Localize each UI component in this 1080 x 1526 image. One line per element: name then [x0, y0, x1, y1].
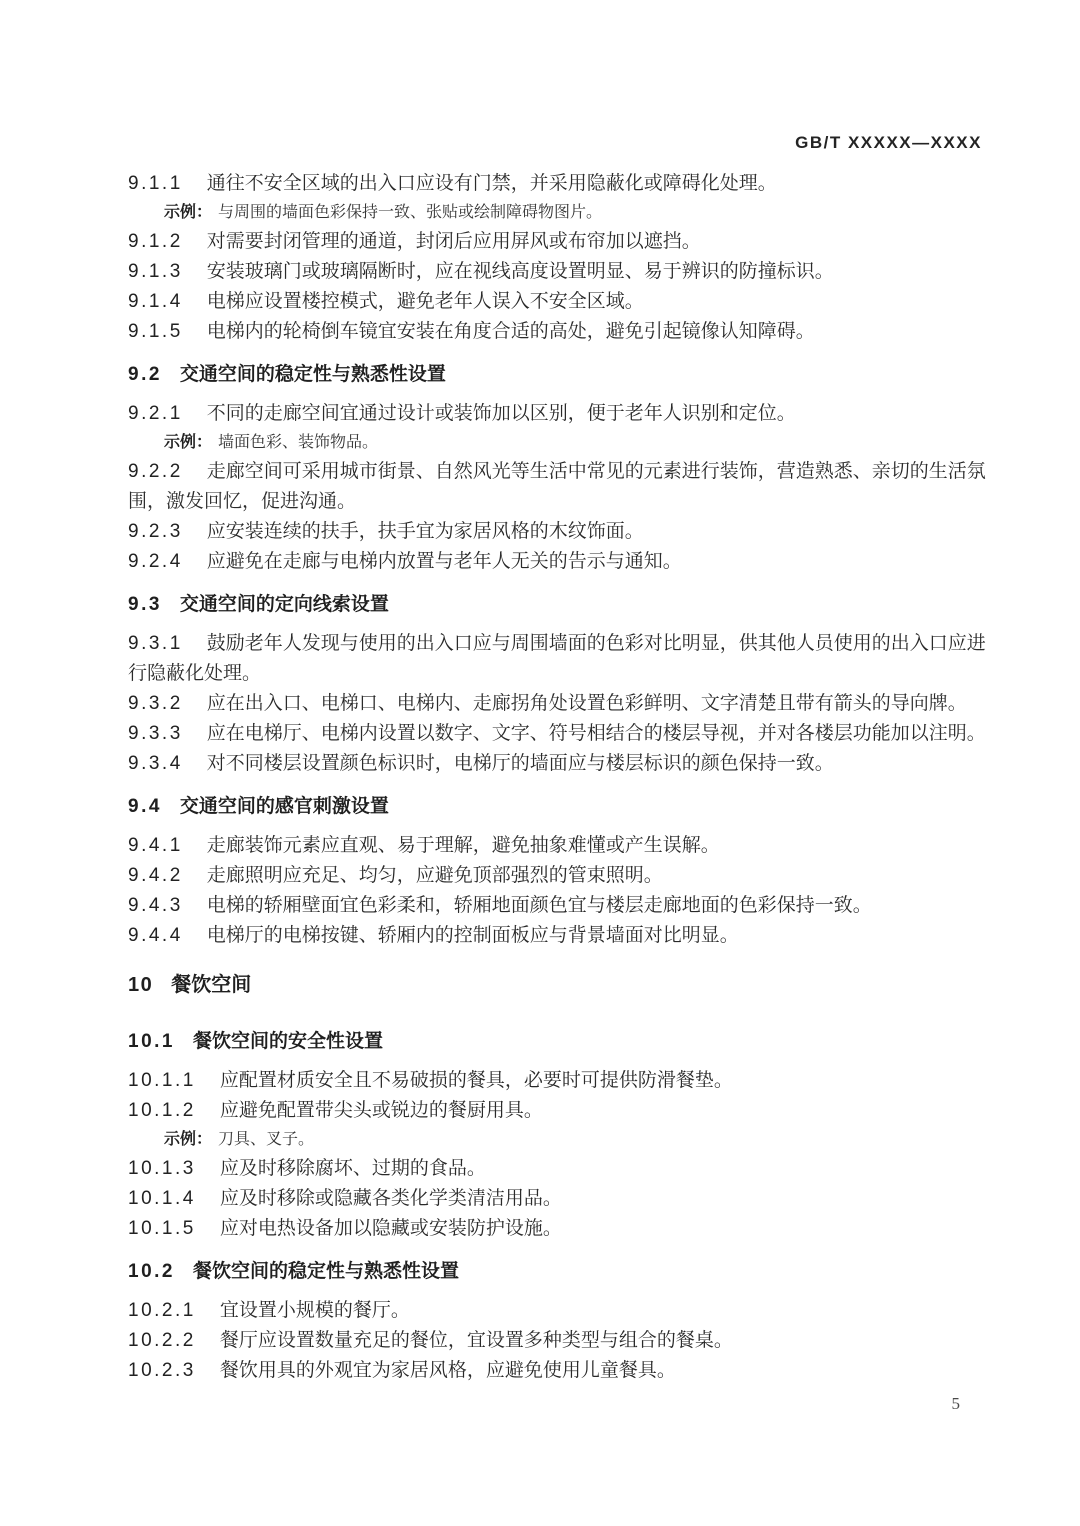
clause-number: 10.1 — [128, 1031, 175, 1052]
clause-text: 应对电热设备加以隐藏或安装防护设施。 — [219, 1218, 562, 1239]
clause-text: 走廊照明应充足、均匀，应避免顶部强烈的管束照明。 — [206, 865, 663, 886]
section-9.2 — [128, 360, 986, 390]
clause-text: 电梯应设置楼控模式，避免老年人误入不安全区域。 — [206, 291, 644, 312]
clause-number: 9.1.1 — [128, 173, 183, 194]
clause-9.3.1 — [128, 629, 986, 689]
clause-number: 9.3.3 — [128, 723, 183, 744]
example-text: 与周围的墙面色彩保持一致、张贴或绘制障碍物图片。 — [218, 204, 603, 221]
clause-number: 10.2.2 — [128, 1330, 196, 1351]
clause-text: 不同的走廊空间宜通过设计或装饰加以区别，便于老年人识别和定位。 — [206, 403, 796, 424]
clause-text: 餐饮空间 — [171, 974, 252, 996]
clause-10.1.4 — [128, 1184, 986, 1214]
clause-10.2.2 — [128, 1326, 986, 1356]
clause-number: 9.4.4 — [128, 925, 183, 946]
clause-9.1.2 — [128, 227, 986, 257]
section-9.3 — [128, 590, 986, 620]
clause-text: 对不同楼层设置颜色标识时，电梯厅的墙面应与楼层标识的颜色保持一致。 — [206, 753, 834, 774]
clause-number: 9.3 — [128, 594, 162, 615]
clause-9.1.5 — [128, 317, 986, 347]
clause-number: 10.1.1 — [128, 1070, 196, 1091]
clause-number: 10 — [128, 974, 154, 996]
clause-text: 走廊装饰元素应直观、易于理解，避免抽象难懂或产生误解。 — [206, 835, 720, 856]
clause-number: 9.4.1 — [128, 835, 183, 856]
example-text: 刀具、叉子。 — [218, 1131, 315, 1148]
clause-number: 9.4.2 — [128, 865, 183, 886]
clause-number: 10.1.3 — [128, 1158, 196, 1179]
clause-text: 餐厅应设置数量充足的餐位，宜设置多种类型与组合的餐桌。 — [219, 1330, 733, 1351]
clause-text: 鼓励老年人发现与使用的出入口应与周围墙面的色彩对比明显，供其他人员使用的出入口应进行隐蔽化处理。 — [128, 633, 986, 684]
clause-text: 应在出入口、电梯口、电梯内、走廊拐角处设置色彩鲜明、文字清楚且带有箭头的导向牌。 — [206, 693, 967, 714]
example-note — [128, 429, 986, 457]
section-10.1 — [128, 1027, 986, 1057]
clause-number: 9.2.3 — [128, 521, 183, 542]
clause-9.4.4 — [128, 921, 986, 951]
clause-number: 9.1.4 — [128, 291, 183, 312]
chapter-10 — [128, 969, 986, 1001]
clause-number: 10.2.3 — [128, 1360, 196, 1381]
example-note — [128, 199, 986, 227]
section-9.4 — [128, 792, 986, 822]
clause-number: 9.1.2 — [128, 231, 183, 252]
clause-text: 餐饮空间的安全性设置 — [192, 1031, 383, 1052]
clause-9.2.1 — [128, 399, 986, 429]
standard-code-header: GB/T XXXXX—XXXX — [795, 133, 982, 152]
clause-text: 餐饮空间的稳定性与熟悉性设置 — [192, 1261, 459, 1282]
clause-text: 宜设置小规模的餐厅。 — [219, 1300, 410, 1321]
clause-text: 对需要封闭管理的通道，封闭后应用屏风或布帘加以遮挡。 — [206, 231, 701, 252]
example-note — [128, 1126, 986, 1154]
clause-text: 通往不安全区域的出入口应设有门禁，并采用隐蔽化或障碍化处理。 — [206, 173, 777, 194]
clause-9.2.2 — [128, 457, 986, 517]
clause-text: 应安装连续的扶手，扶手宜为家居风格的木纹饰面。 — [206, 521, 644, 542]
example-label: 示例： — [164, 434, 213, 451]
clause-9.4.1 — [128, 831, 986, 861]
clause-10.1.2 — [128, 1096, 986, 1126]
clause-text: 安装玻璃门或玻璃隔断时，应在视线高度设置明显、易于辨识的防撞标识。 — [206, 261, 834, 282]
clause-number: 10.1.4 — [128, 1188, 196, 1209]
page-number: 5 — [951, 1394, 960, 1413]
clause-number: 9.2.4 — [128, 551, 183, 572]
clause-number: 9.2.2 — [128, 461, 183, 482]
clause-text: 应及时移除或隐藏各类化学类清洁用品。 — [219, 1188, 562, 1209]
clause-text: 走廊空间可采用城市街景、自然风光等生活中常见的元素进行装饰，营造熟悉、亲切的生活氛围，激发回忆，促进沟通。 — [128, 461, 986, 512]
example-text: 墙面色彩、装饰物品。 — [218, 434, 379, 451]
clause-text: 交通空间的感官刺激设置 — [179, 796, 389, 817]
clause-10.1.1 — [128, 1066, 986, 1096]
clause-9.4.2 — [128, 861, 986, 891]
clause-number: 9.1.3 — [128, 261, 183, 282]
document-body — [128, 169, 986, 1386]
clause-9.2.3 — [128, 517, 986, 547]
clause-text: 应配置材质安全且不易破损的餐具，必要时可提供防滑餐垫。 — [219, 1070, 733, 1091]
clause-9.1.3 — [128, 257, 986, 287]
clause-number: 9.4 — [128, 796, 162, 817]
clause-text: 餐饮用具的外观宜为家居风格，应避免使用儿童餐具。 — [219, 1360, 676, 1381]
clause-number: 10.2 — [128, 1261, 175, 1282]
clause-text: 应避免在走廊与电梯内放置与老年人无关的告示与通知。 — [206, 551, 682, 572]
clause-number: 9.3.1 — [128, 633, 183, 654]
example-label: 示例： — [164, 1131, 213, 1148]
clause-text: 交通空间的稳定性与熟悉性设置 — [179, 364, 446, 385]
clause-text: 应及时移除腐坏、过期的食品。 — [219, 1158, 486, 1179]
clause-text: 电梯厅的电梯按键、轿厢内的控制面板应与背景墙面对比明显。 — [206, 925, 739, 946]
clause-text: 电梯内的轮椅倒车镜宜安装在角度合适的高处，避免引起镜像认知障碍。 — [206, 321, 815, 342]
clause-number: 10.1.2 — [128, 1100, 196, 1121]
section-10.2 — [128, 1257, 986, 1287]
clause-number: 9.1.5 — [128, 321, 183, 342]
clause-10.2.3 — [128, 1356, 986, 1386]
clause-10.2.1 — [128, 1296, 986, 1326]
clause-number: 10.1.5 — [128, 1218, 196, 1239]
clause-number: 9.3.4 — [128, 753, 183, 774]
clause-9.3.3 — [128, 719, 986, 749]
clause-text: 应在电梯厅、电梯内设置以数字、文字、符号相结合的楼层导视，并对各楼层功能加以注明。 — [206, 723, 986, 744]
clause-9.1.4 — [128, 287, 986, 317]
clause-number: 10.2.1 — [128, 1300, 196, 1321]
clause-9.3.2 — [128, 689, 986, 719]
clause-9.3.4 — [128, 749, 986, 779]
clause-text: 应避免配置带尖头或锐边的餐厨用具。 — [219, 1100, 543, 1121]
example-label: 示例： — [164, 204, 213, 221]
clause-number: 9.4.3 — [128, 895, 183, 916]
clause-10.1.3 — [128, 1154, 986, 1184]
clause-9.4.3 — [128, 891, 986, 921]
clause-number: 9.2.1 — [128, 403, 183, 424]
clause-text: 电梯的轿厢壁面宜色彩柔和，轿厢地面颜色宜与楼层走廊地面的色彩保持一致。 — [206, 895, 872, 916]
clause-number: 9.2 — [128, 364, 162, 385]
clause-9.1.1 — [128, 169, 986, 199]
clause-text: 交通空间的定向线索设置 — [179, 594, 389, 615]
clause-number: 9.3.2 — [128, 693, 183, 714]
clause-10.1.5 — [128, 1214, 986, 1244]
clause-9.2.4 — [128, 547, 986, 577]
